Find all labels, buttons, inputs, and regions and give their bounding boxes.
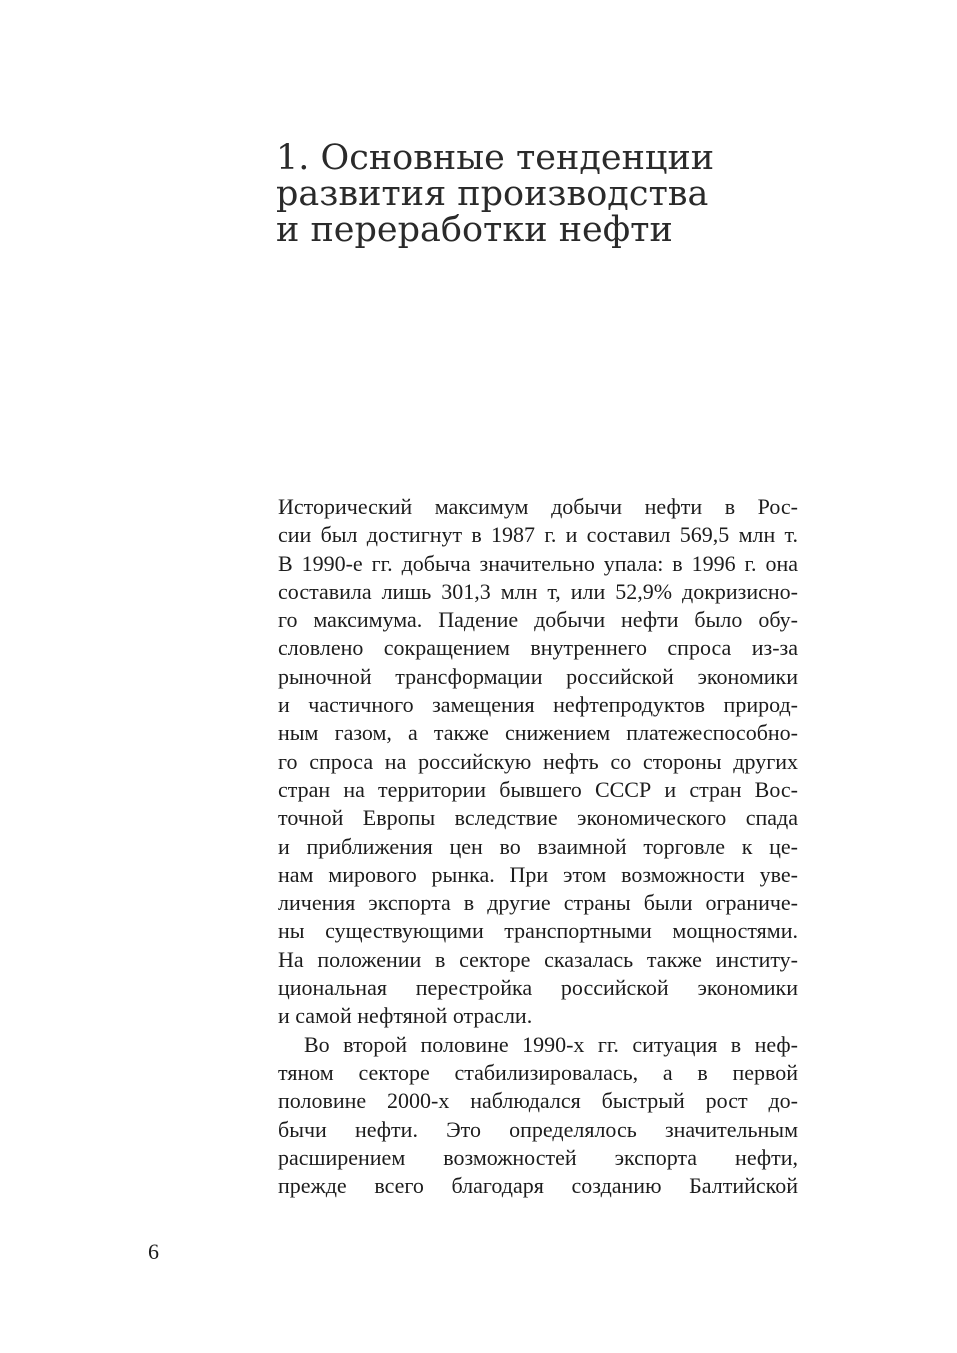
text-line: точной Европы вследствие экономического спада (278, 805, 798, 831)
text-line: и частичного замещения нефтепродуктов природ- (278, 692, 798, 718)
text-line: Во второй половине 1990-х гг. ситуация в неф- (304, 1031, 798, 1057)
text-line: Исторический максимум добычи нефти в Рос- (278, 494, 798, 519)
chapter-title-line: 1. Основные тенденции (276, 138, 715, 178)
text-line: расширением возможностей экспорта нефти, (278, 1144, 798, 1170)
text-line: В 1990-е гг. добыча значительно упала: в 1996 г. она (278, 550, 798, 576)
chapter-title (276, 140, 836, 248)
paragraph-2 (278, 1031, 798, 1201)
text-line: ны существующими транспортными мощностями. (278, 918, 798, 944)
text-line: тяном секторе стабилизировалась, а в первой (278, 1059, 798, 1085)
chapter-title-line: и переработки нефти (276, 210, 673, 250)
text-line: На положении в секторе сказалась также институ- (278, 946, 798, 972)
body-text (278, 493, 798, 1200)
text-line: го максимума. Падение добычи нефти было обу- (278, 607, 798, 633)
text-line: стран на территории бывшего СССР и стран Вос- (278, 776, 798, 802)
text-line: и самой нефтяной отрасли. (278, 1003, 533, 1029)
paragraph-1 (278, 493, 798, 1031)
text-line: рыночной трансформации российской экономики (278, 663, 798, 689)
text-line: прежде всего благодаря созданию Балтийской (278, 1173, 798, 1199)
text-line: половине 2000-х наблюдался быстрый рост до- (278, 1088, 798, 1114)
text-line: нам мирового рынка. При этом возможности уве- (278, 861, 798, 887)
text-line: сии был достигнут в 1987 г. и составил 569,5 млн т. (278, 522, 798, 548)
text-line: словлено сокращением внутреннего спроса из-за (278, 635, 798, 661)
text-line: го спроса на российскую нефть со стороны других (278, 748, 798, 774)
text-line: ным газом, а также снижением платежеспособно- (278, 720, 798, 746)
page-number: 6 (148, 1239, 159, 1264)
text-line: циональная перестройка российской экономики (278, 975, 798, 1001)
text-line: и приближения цен во взаимной торговле к це- (278, 833, 798, 859)
text-line: личения экспорта в другие страны были ограниче- (278, 890, 798, 916)
chapter-title-line: развития производства (276, 174, 709, 214)
text-line: составила лишь 301,3 млн т, или 52,9% докризисно- (278, 578, 798, 604)
text-line: бычи нефти. Это определялось значительным (278, 1116, 798, 1142)
